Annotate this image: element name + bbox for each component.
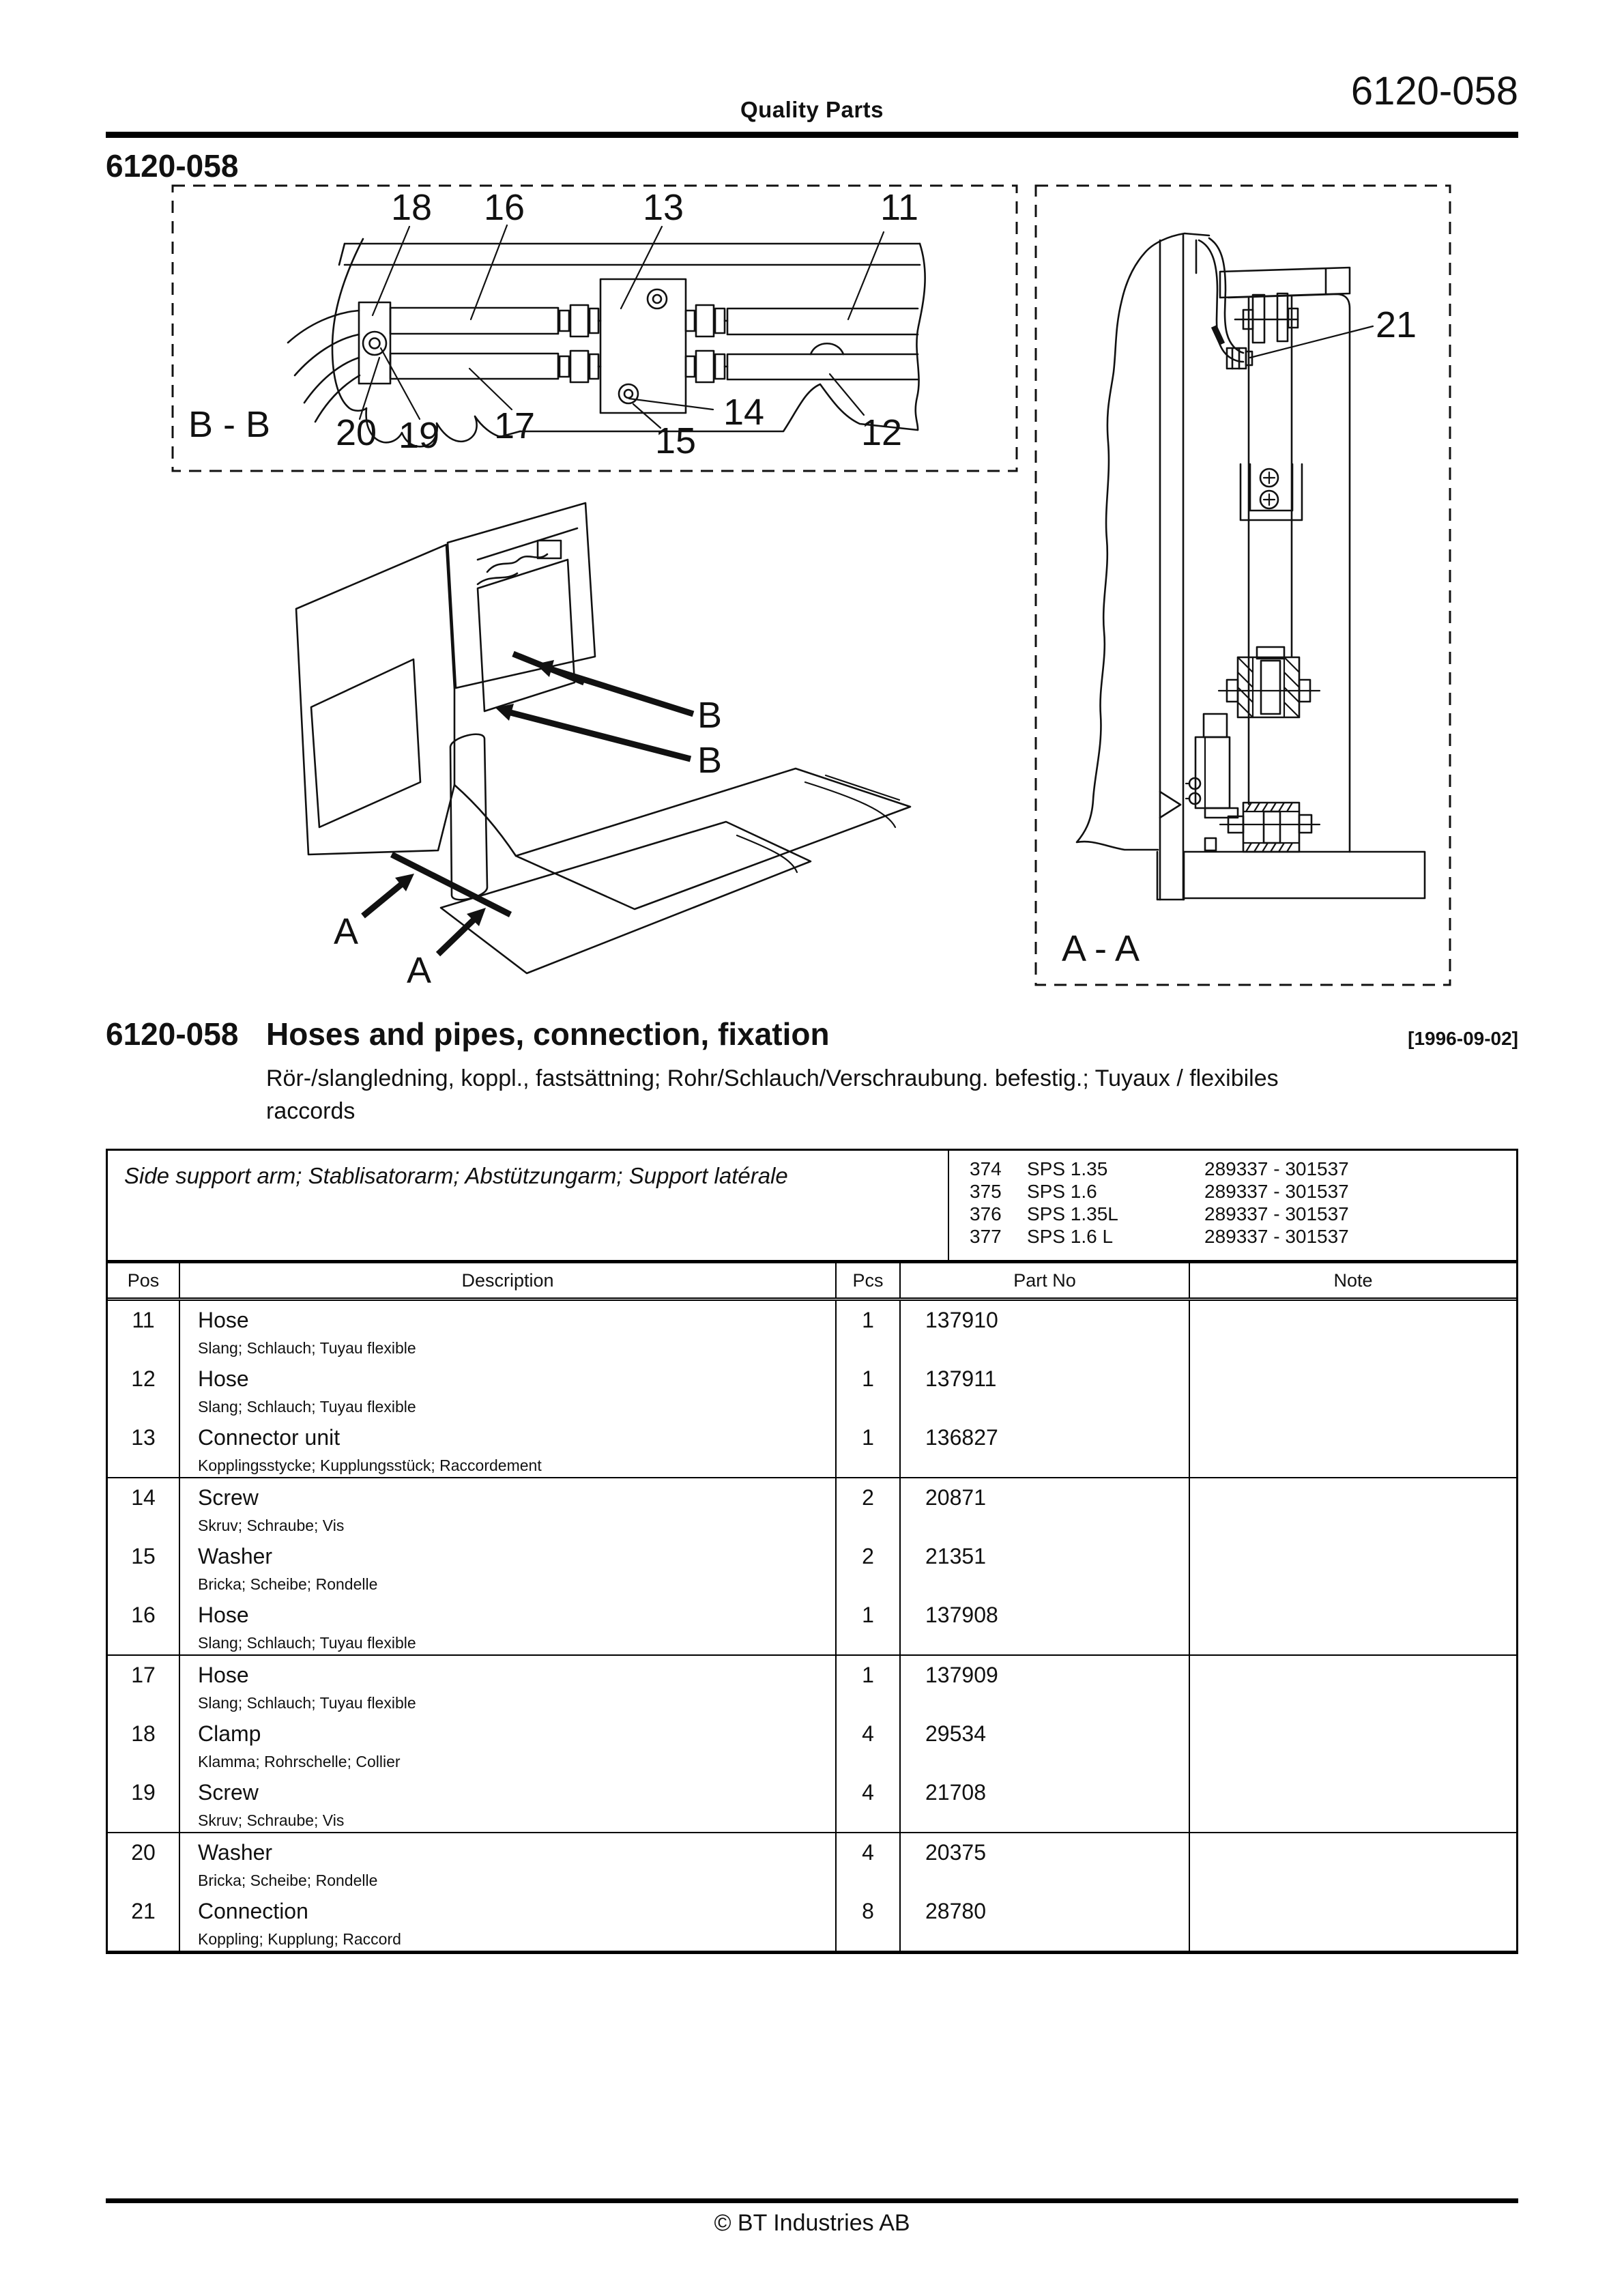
section-title: Hoses and pipes, connection, fixation [266,1016,830,1052]
description-alt: Klamma; Rohrschelle; Collier [198,1753,401,1770]
cell-description [180,1833,837,1892]
cell-description [180,1656,837,1714]
variant-row [970,1225,1516,1248]
callout-18: 18 [390,187,433,228]
description-alt: Skruv; Schraube; Vis [198,1811,345,1829]
description-alt: Slang; Schlauch; Tuyau flexible [198,1694,416,1712]
callout-19: 19 [398,415,440,456]
table-header-row [108,1263,1516,1301]
description-alt: Skruv; Schraube; Vis [198,1517,345,1534]
parts-table [106,1149,1518,1954]
description-alt: Bricka; Scheibe; Rondelle [198,1871,378,1889]
variant-serial: 289337 - 301537 [1204,1158,1349,1179]
fork-left [441,822,811,973]
cell-note [1190,1360,1516,1418]
cell-pos: 20 [108,1833,180,1892]
lift-cylinder [450,734,487,900]
description-alt: Kopplingsstycke; Kupplungsstück; Raccordement [198,1456,542,1474]
table-row-15 [108,1537,1516,1596]
cell-part-no: 20375 [901,1833,1190,1892]
table-row-11 [108,1301,1516,1360]
section-label-a2: A [406,950,432,991]
table-row-16 [108,1596,1516,1656]
description-main: Screw [198,1780,259,1805]
cell-pcs: 1 [837,1360,901,1418]
description-main: Connector unit [198,1425,340,1450]
cell-part-no: 20871 [901,1478,1190,1537]
cell-pos: 17 [108,1656,180,1714]
cell-pcs: 1 [837,1418,901,1477]
description-alt: Slang; Schlauch; Tuyau flexible [198,1339,416,1357]
table-row-14 [108,1478,1516,1537]
variant-model: SPS 1.35L [1027,1203,1118,1224]
description-main: Connection [198,1899,308,1923]
aa-view-label: A - A [1062,928,1140,969]
variant-serial: 289337 - 301537 [1204,1203,1349,1224]
variant-model: SPS 1.6 L [1027,1225,1114,1247]
table-row-17 [108,1656,1516,1714]
cell-note [1190,1418,1516,1477]
cell-part-no: 137911 [901,1360,1190,1418]
mast-window [478,560,575,711]
cell-pos: 18 [108,1714,180,1773]
description-main: Hose [198,1308,249,1332]
page-code: 6120-058 [106,148,239,184]
bb-view-label: B - B [188,404,271,445]
callout-17: 17 [493,405,536,446]
fitting-left-lower [560,351,600,382]
cell-part-no: 21351 [901,1537,1190,1596]
hose-12-shape [727,354,918,379]
cover-window [311,659,420,827]
description-alt: Bricka; Scheibe; Rondelle [198,1575,378,1593]
section-b-arrows [495,654,722,781]
bb-detail-view [173,186,1017,471]
cell-pos: 11 [108,1301,180,1360]
connector-unit-13 [600,279,686,413]
cell-description [180,1478,837,1537]
cell-pcs: 1 [837,1301,901,1360]
callout-21: 21 [1375,304,1417,345]
description-main: Clamp [198,1721,261,1746]
section-date: [1996-09-02] [1408,1028,1518,1049]
fork-right [516,769,910,909]
cell-note [1190,1833,1516,1892]
cell-pcs: 1 [837,1656,901,1714]
header-note: Note [1333,1269,1373,1291]
variant-serial: 289337 - 301537 [1204,1225,1349,1247]
footer-copyright: © BT Industries AB [714,2210,910,2236]
variant-row [970,1203,1516,1225]
table-row-19 [108,1773,1516,1833]
cell-part-no: 136827 [901,1418,1190,1477]
table-row-13 [108,1418,1516,1478]
cell-part-no: 29534 [901,1714,1190,1773]
variant-model: SPS 1.35 [1027,1158,1108,1179]
cell-part-no: 21708 [901,1773,1190,1832]
cell-pcs: 4 [837,1714,901,1773]
section-label-b2: B [697,740,723,781]
header-pcs: Pcs [837,1263,901,1297]
cell-description [180,1596,837,1654]
model-caption: Side support arm; Stablisatorarm; Abstützungarm; Support latérale [108,1151,949,1260]
model-info-box [108,1151,1516,1263]
cell-note [1190,1537,1516,1596]
callout-15: 15 [654,420,697,461]
cell-pcs: 2 [837,1537,901,1596]
section-label-a1: A [333,911,359,952]
cell-note [1190,1892,1516,1951]
upper-roller [1219,647,1320,717]
header-pos: Pos [108,1263,180,1297]
cell-note [1190,1656,1516,1714]
description-main: Washer [198,1544,273,1568]
cell-pcs: 8 [837,1892,901,1951]
lower-roller [1220,803,1320,852]
cell-pos: 13 [108,1418,180,1477]
cell-pos: 12 [108,1360,180,1418]
footer-rule [106,2198,1518,2203]
hose-11-shape [727,308,918,334]
cell-description [180,1714,837,1773]
hose-bundle [288,311,360,422]
variant-code: 376 [970,1203,1002,1224]
cell-pos: 19 [108,1773,180,1832]
leader-21 [1250,326,1373,358]
aa-detail-view [1036,186,1450,985]
description-alt: Koppling; Kupplung; Raccord [198,1930,401,1948]
fitting-right-lower [686,351,727,382]
cell-pos: 15 [108,1537,180,1596]
cell-pos: 16 [108,1596,180,1654]
cell-description [180,1773,837,1832]
header-rule [106,132,1518,138]
truck-overview [296,503,910,991]
cell-pcs: 2 [837,1478,901,1537]
variant-model: SPS 1.6 [1027,1180,1097,1202]
hose-17-shape [390,354,558,379]
cell-part-no: 137908 [901,1596,1190,1654]
cell-part-no: 137909 [901,1656,1190,1714]
table-row-21 [108,1892,1516,1951]
section-subtitle-line1: Rör-/slangledning, koppl., fastsättning; Rohr/Schlauch/Verschraubung. befestig.; Tuyaux / flexibiles [266,1065,1279,1091]
model-variants [949,1151,1516,1260]
cell-description [180,1537,837,1596]
variant-row [970,1158,1516,1180]
section-code: 6120-058 [106,1016,239,1052]
side-cover [296,545,454,855]
cell-note [1190,1596,1516,1654]
hose-to-connection-21 [1199,238,1252,369]
description-alt: Slang; Schlauch; Tuyau flexible [198,1634,416,1652]
table-row-20 [108,1833,1516,1892]
callout-13: 13 [642,187,684,228]
mast-screws [1241,464,1302,520]
base-plate [1157,852,1425,900]
cell-note [1190,1714,1516,1773]
section-heading [106,1016,1518,1128]
section-a-arrows [334,855,510,991]
cell-description [180,1360,837,1418]
description-main: Hose [198,1366,249,1391]
description-main: Screw [198,1485,259,1510]
header-doc-number: 6120-058 [1350,69,1518,113]
header-title: Quality Parts [740,97,884,122]
callout-20: 20 [335,412,377,453]
table-row-12 [108,1360,1516,1418]
description-main: Hose [198,1603,249,1627]
section-label-b1: B [697,695,723,736]
fitting-right-upper [686,305,727,336]
callout-11: 11 [880,187,919,228]
valve-assembly [1186,714,1238,850]
figure-drawings [102,183,1522,1005]
description-alt: Slang; Schlauch; Tuyau flexible [198,1398,416,1416]
fitting-left-upper [560,305,600,336]
description-main: Washer [198,1840,273,1865]
callout-12: 12 [860,412,903,453]
cell-note [1190,1301,1516,1360]
cell-note [1190,1478,1516,1537]
cell-description [180,1418,837,1477]
callout-16: 16 [483,187,525,228]
cell-description [180,1892,837,1951]
cell-pcs: 4 [837,1773,901,1832]
cell-pcs: 4 [837,1833,901,1892]
variant-code: 374 [970,1158,1002,1179]
callout-14: 14 [723,392,765,433]
cell-pos: 21 [108,1892,180,1951]
section-subtitle-line2: raccords [266,1098,356,1125]
cell-note [1190,1773,1516,1832]
cell-pcs: 1 [837,1596,901,1654]
cell-pos: 14 [108,1478,180,1537]
variant-code: 375 [970,1180,1002,1202]
table-row-18 [108,1714,1516,1773]
variant-code: 377 [970,1225,1002,1247]
description-main: Hose [198,1663,249,1687]
variant-row [970,1180,1516,1203]
header-description: Description [180,1263,837,1297]
cell-part-no: 28780 [901,1892,1190,1951]
cell-description [180,1301,837,1360]
header-part-no: Part No [901,1263,1190,1297]
cell-part-no: 137910 [901,1301,1190,1360]
variant-serial: 289337 - 301537 [1204,1180,1349,1202]
